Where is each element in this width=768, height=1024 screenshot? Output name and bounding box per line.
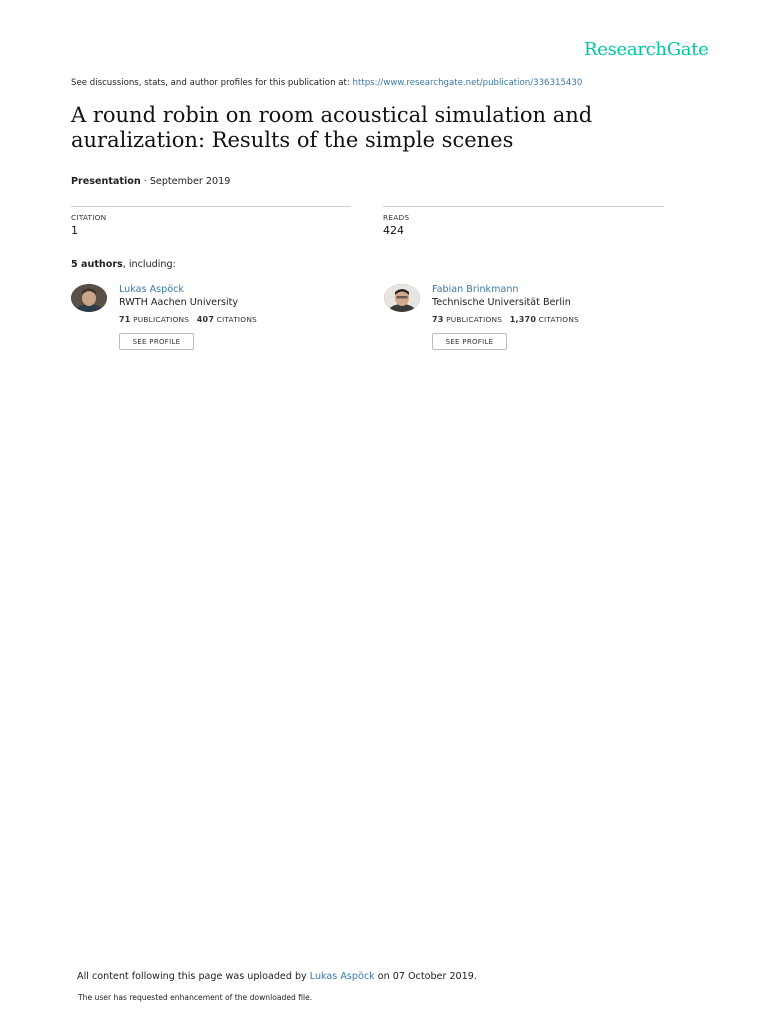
- author-name-link[interactable]: Lukas Aspöck: [119, 284, 184, 295]
- citation-divider: [71, 206, 351, 207]
- publication-meta: [71, 176, 230, 187]
- publications-label: PUBLICATIONS: [133, 315, 190, 324]
- meta-separator: ·: [140, 176, 150, 187]
- citations-count: 407: [196, 315, 215, 324]
- see-profile-button[interactable]: SEE PROFILE: [119, 333, 194, 350]
- publication-title: A round robin on room acoustical simulation and auralization: Results of the simple scenes: [71, 103, 593, 152]
- publication-type: Presentation: [71, 176, 141, 187]
- citation-count: 1: [71, 224, 78, 237]
- author-stats: [432, 315, 579, 324]
- see-profile-button[interactable]: SEE PROFILE: [432, 333, 507, 350]
- author-card-fabian-brinkmann: [384, 284, 684, 354]
- author-institution: Technische Universität Berlin: [432, 297, 571, 308]
- author-institution: RWTH Aachen University: [119, 297, 239, 308]
- publication-url-link[interactable]: https://www.researchgate.net/publication/336315430: [352, 78, 583, 88]
- author-stats: [119, 315, 257, 324]
- avatar[interactable]: [71, 284, 107, 312]
- publications-count: 71: [119, 315, 131, 324]
- upload-note: [77, 971, 477, 982]
- reads-divider: [383, 206, 664, 207]
- discussion-line: [71, 78, 582, 88]
- discussion-text: See discussions, stats, and author profiles for this publication at:: [71, 78, 353, 88]
- reads-label: READS: [383, 213, 410, 222]
- citations-label: CITATIONS: [538, 315, 579, 324]
- publications-count: 73: [432, 315, 444, 324]
- author-name-link[interactable]: Fabian Brinkmann: [432, 284, 519, 295]
- researchgate-logo[interactable]: ResearchGate: [584, 39, 709, 60]
- uploader-link[interactable]: Lukas Aspöck: [309, 971, 375, 982]
- citation-label: CITATION: [71, 213, 107, 222]
- authors-count: 5 authors: [71, 259, 123, 270]
- authors-suffix: , including:: [122, 259, 176, 270]
- upload-prefix: All content following this page was uploaded by: [77, 971, 310, 982]
- enhancement-note: The user has requested enhancement of the downloaded file.: [78, 993, 313, 1002]
- publication-date: September 2019: [149, 176, 231, 187]
- authors-heading: [71, 259, 176, 270]
- avatar[interactable]: [384, 284, 420, 312]
- citations-count: 1,370: [509, 315, 537, 324]
- reads-count: 424: [383, 224, 404, 237]
- citations-label: CITATIONS: [216, 315, 257, 324]
- author-card-lukas-aspock: [71, 284, 371, 354]
- publications-label: PUBLICATIONS: [446, 315, 503, 324]
- upload-suffix: on 07 October 2019.: [374, 971, 477, 982]
